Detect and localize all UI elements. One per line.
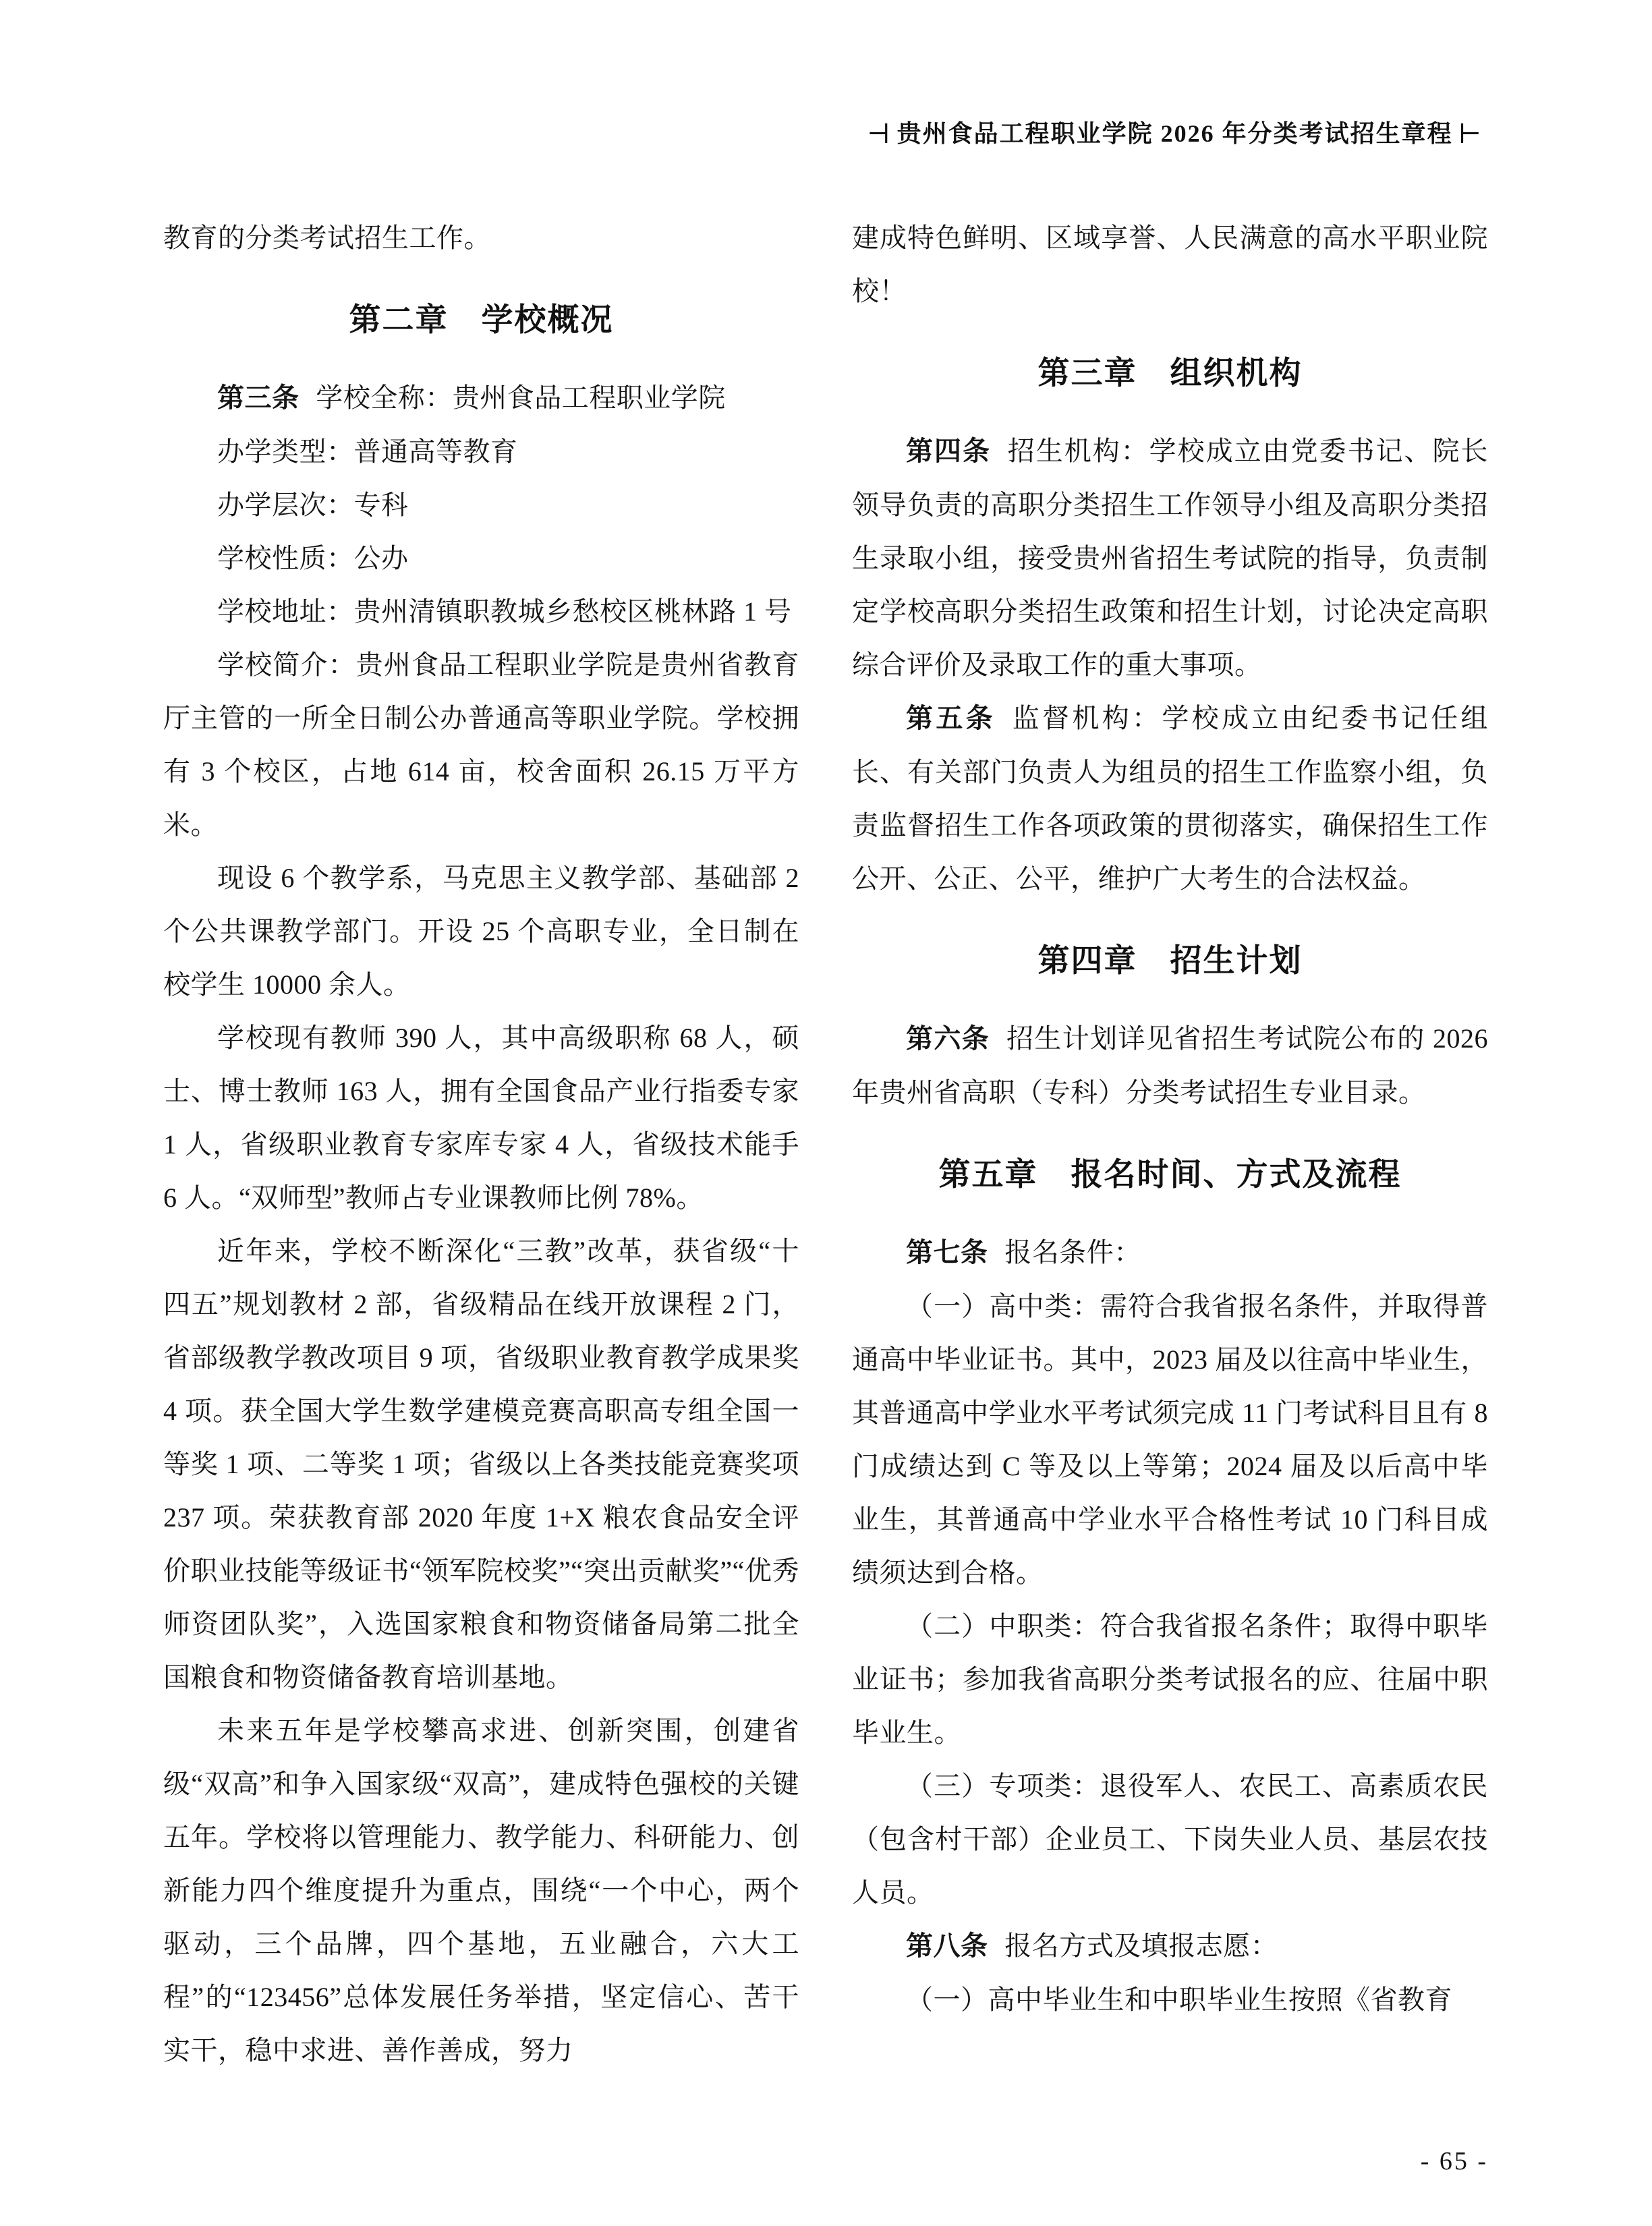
header-left-tack-mark: ⊣ (867, 119, 892, 149)
paragraph-achievements: 近年来，学校不断深化“三教”改革，获省级“十四五”规划教材 2 部，省级精品在线开放课程 2 门，省部级教学教改项目 9 项，省级职业教育教学成果奖 4 项。获全国大学生数学建模竞赛高职高专组全国一等奖 1 项、二等奖 1 项；省级以上各类技能竞赛奖项 237 项。荣获教育部 2020 年度 1+X 粮农食品安全评价职业技能等级证书“领军院校奖”“突出贡献奖”“优秀师资团队奖”，入选国家粮食和物资储备局第二批全国粮食和物资储备教育培训基地。 (163, 1236, 799, 1692)
two-column-body (163, 211, 1488, 2077)
paragraph-departments: 现设 6 个教学系，马克思主义教学部、基础部 2 个公共课教学部门。开设 25 个高职专业，全日制在校学生 10000 余人。 (163, 863, 799, 1000)
article-4-text: 招生机构：学校成立由党委书记、院长领导负责的高职分类招生工作领导小组及高职分类招生录取小组，接受贵州省招生考试院的指导，负责制定学校高职分类招生政策和招生计划，讨论决定高职综合评价及录取工作的重大事项。 (852, 436, 1488, 680)
paragraph-article-5 (852, 691, 1488, 905)
article-7-label: 第七条 (906, 1238, 988, 1267)
article-3-label: 第三条 (217, 383, 300, 413)
paragraph-article-7 (852, 1226, 1488, 1280)
paragraph-continuation: 教育的分类考试招生工作。 (163, 223, 491, 253)
page-number: - 65 - (1420, 2147, 1488, 2175)
paragraph-article-3 (163, 371, 799, 425)
paragraph-article-8 (852, 1919, 1488, 1973)
chapter-heading-2: 第二章 学校概况 (349, 302, 614, 337)
article-8-label: 第八条 (906, 1931, 988, 1961)
paragraph-school-level: 办学层次：专科 (217, 490, 409, 520)
paragraph-future-plan: 未来五年是学校攀高求进、创新突围，创建省级“双高”和争入国家级“双高”，建成特色强校的关键五年。学校将以管理能力、教学能力、科研能力、创新能力四个维度提升为重点，围绕“一个中心，两个驱动，三个品牌，四个基地，五业融合，六大工程”的“123456”总体发展任务举措，坚定信心、苦干实干，稳中求进、善作善成，努力 (163, 1715, 799, 2065)
paragraph-continuation: 建成特色鲜明、区域享誉、人民满意的高水平职业院校！ (852, 223, 1488, 306)
article-7-text: 报名条件： (1004, 1237, 1141, 1267)
paragraph-condition-2: （二）中职类：符合我省报名条件；取得中职毕业证书；参加我省高职分类考试报名的应、往届中职毕业生。 (852, 1611, 1488, 1748)
paragraph-article-6 (852, 1012, 1488, 1119)
paragraph-article-4 (852, 424, 1488, 691)
article-8-text: 报名方式及填报志愿： (1004, 1931, 1278, 1961)
paragraph-faculty: 学校现有教师 390 人，其中高级职称 68 人，硕士、博士教师 163 人，拥有全国食品产业行指委专家 1 人，省级职业教育专家库专家 4 人，省级技术能手 6 人。“双师型”教师占专业课教师比例 78%。 (163, 1023, 799, 1213)
right-column (852, 211, 1488, 2077)
paragraph-condition-1: （一）高中类：需符合我省报名条件，并取得普通高中毕业证书。其中，2023 届及以往高中毕业生，其普通高中学业水平考试须完成 11 门考试科目且有 8 门成绩达到 C 等及以上等第；2024 届及以后高中毕业生，其普通高中学业水平合格性考试 10 门科目成绩须达到合格。 (852, 1291, 1488, 1588)
article-5-text: 监督机构：学校成立由纪委书记任组长、有关部门负责人为组员的招生工作监察小组，负责监督招生工作各项政策的贯彻落实，确保招生工作公开、公正、公平，维护广大考生的合法权益。 (852, 703, 1489, 894)
article-6-label: 第六条 (906, 1024, 990, 1054)
header-right-tack-mark: ⊢ (1458, 119, 1483, 149)
left-column (163, 211, 799, 2077)
chapter-heading-5: 第五章 报名时间、方式及流程 (938, 1156, 1402, 1192)
article-5-label: 第五条 (906, 704, 996, 733)
page-header (163, 115, 1488, 149)
chapter-heading-3: 第三章 组织机构 (1037, 355, 1303, 391)
article-3-text: 学校全称：贵州食品工程职业学院 (316, 382, 726, 413)
header-title: 贵州食品工程职业学院 2026 年分类考试招生章程 (896, 120, 1453, 147)
article-6-text: 招生计划详见省招生考试院公布的 2026 年贵州省高职（专科）分类考试招生专业目录。 (852, 1023, 1489, 1108)
paragraph-method-1: （一）高中毕业生和中职毕业生按照《省教育 (906, 1985, 1452, 2015)
paragraph-school-type: 办学类型：普通高等教育 (217, 436, 518, 467)
paragraph-school-intro: 学校简介：贵州食品工程职业学院是贵州省教育厅主管的一所全日制公办普通高等职业学院。学校拥有 3 个校区，占地 614 亩，校舍面积 26.15 万平方米。 (163, 650, 799, 840)
paragraph-school-address: 学校地址：贵州清镇职教城乡愁校区桃林路 1 号 (217, 596, 792, 627)
paragraph-condition-3: （三）专项类：退役军人、农民工、高素质农民（包含村干部）企业员工、下岗失业人员、基层农技人员。 (852, 1771, 1488, 1908)
chapter-heading-4: 第四章 招生计划 (1037, 942, 1303, 978)
paragraph-school-nature: 学校性质：公办 (217, 543, 409, 573)
article-4-label: 第四条 (906, 436, 991, 466)
